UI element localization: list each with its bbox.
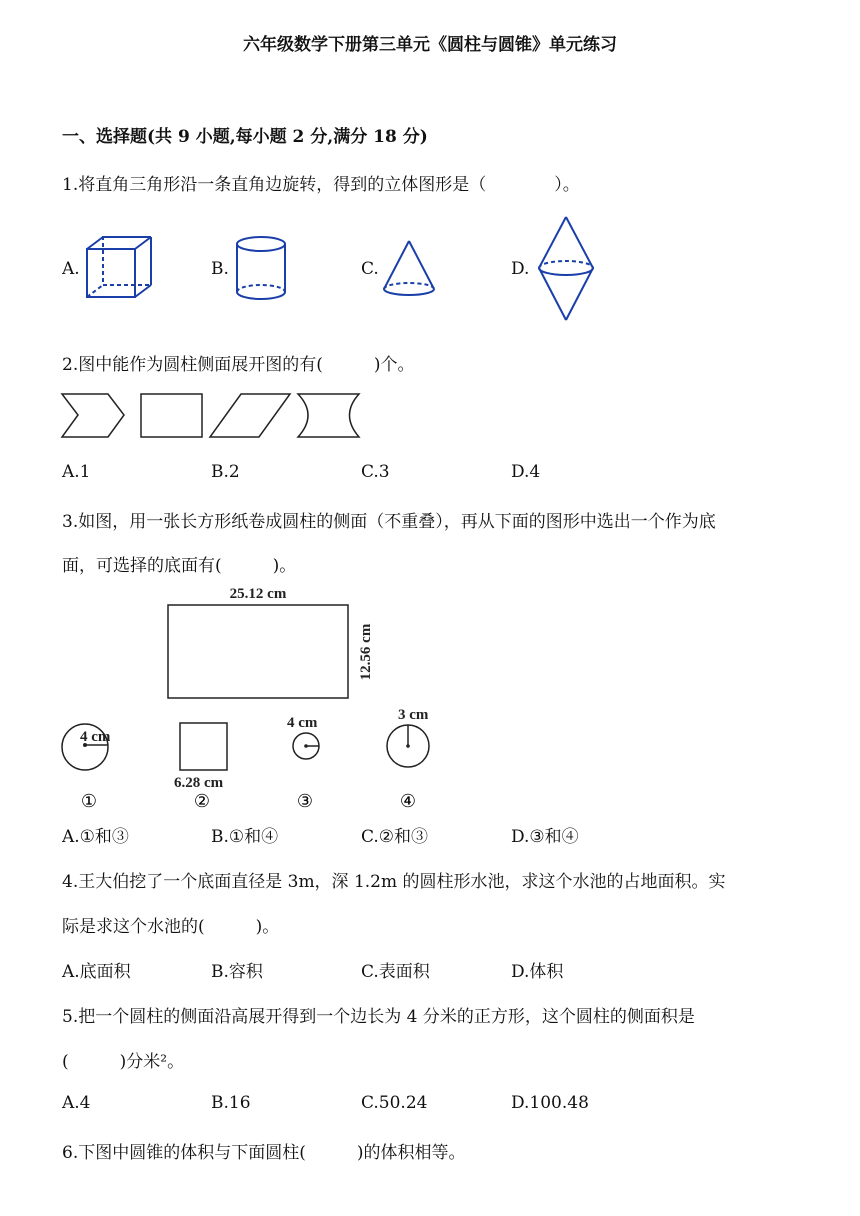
double-cone-figure	[536, 214, 598, 324]
q4-option-c: C.表面积	[361, 962, 430, 982]
question-5-text-line1: 5.把一个圆柱的侧面沿高展开得到一个边长为 4 分米的正方形，这个圆柱的侧面积是	[62, 1007, 695, 1027]
q3-option-d: D.③和④	[511, 827, 579, 847]
rect-width-label: 25.12 cm	[229, 586, 287, 602]
q2-option-a: A.1	[62, 462, 91, 482]
q4-option-a: A.底面积	[62, 962, 131, 982]
q5-option-d: D.100.48	[511, 1093, 589, 1113]
q3-option-c: C.②和③	[361, 827, 429, 847]
q2-option-d: D.4	[511, 462, 541, 482]
q3-option-a: A.①和③	[62, 827, 129, 847]
fig-number-1: ①	[80, 791, 98, 812]
fig-number-3: ③	[296, 791, 314, 812]
fig-number-4: ④	[399, 791, 417, 812]
question-2-text: 2.图中能作为圆柱侧面展开图的有( )个。	[62, 355, 415, 375]
cylinder-figure	[234, 234, 290, 304]
question-4-text-line1: 4.王大伯挖了一个底面直径是 3m，深 1.2m 的圆柱形水池，求这个水池的占地面积。实	[62, 872, 726, 892]
q1-option-a: A.	[62, 259, 80, 279]
square-figure-2	[180, 723, 227, 770]
q4-option-b: B.容积	[211, 962, 263, 982]
q2-option-c: C.3	[361, 462, 390, 482]
question-1-text: 1.将直角三角形沿一条直角边旋转，得到的立体图形是（ ）。	[62, 175, 580, 195]
q5-option-c: C.50.24	[361, 1093, 428, 1113]
fig-number-2: ②	[193, 791, 211, 812]
paper-rectangle	[168, 605, 348, 698]
fig3-label: 4 cm	[287, 715, 318, 731]
q1-option-c: C.	[361, 259, 379, 279]
rect-height-label: 12.56 cm	[358, 623, 374, 681]
q1-option-b: B.	[211, 259, 229, 279]
cube-figure	[84, 232, 156, 304]
chevron-shape	[62, 394, 124, 437]
circle-figure-4	[387, 725, 429, 767]
q3-figure	[0, 580, 860, 820]
concave-shape	[298, 394, 359, 437]
q1-option-d: D.	[511, 259, 530, 279]
q5-option-b: B.16	[211, 1093, 251, 1113]
q2-shapes	[60, 392, 370, 442]
question-6-text: 6.下图中圆锥的体积与下面圆柱( )的体积相等。	[62, 1143, 466, 1163]
section-heading: 一、选择题(共 9 小题,每小题 2 分,满分 18 分)	[62, 127, 428, 147]
q2-option-b: B.2	[211, 462, 240, 482]
q5-option-a: A.4	[62, 1093, 91, 1113]
fig4-label: 3 cm	[398, 707, 429, 723]
question-5-text-line2: ( )分米²。	[62, 1052, 185, 1072]
parallelogram-shape	[210, 394, 290, 437]
q4-option-d: D.体积	[511, 962, 564, 982]
question-3-text-line1: 3.如图，用一张长方形纸卷成圆柱的侧面（不重叠），再从下面的图形中选出一个作为底	[62, 512, 716, 532]
q3-option-b: B.①和④	[211, 827, 279, 847]
question-4-text-line2: 际是求这个水池的( )。	[62, 917, 280, 937]
rectangle-shape	[141, 394, 202, 437]
circle-figure-3	[293, 733, 319, 759]
fig1-label: 4 cm	[80, 729, 111, 745]
cone-figure	[380, 238, 440, 302]
fig2-label: 6.28 cm	[174, 775, 224, 791]
question-3-text-line2: 面，可选择的底面有( )。	[62, 556, 297, 576]
page-title: 六年级数学下册第三单元《圆柱与圆锥》单元练习	[243, 35, 617, 55]
